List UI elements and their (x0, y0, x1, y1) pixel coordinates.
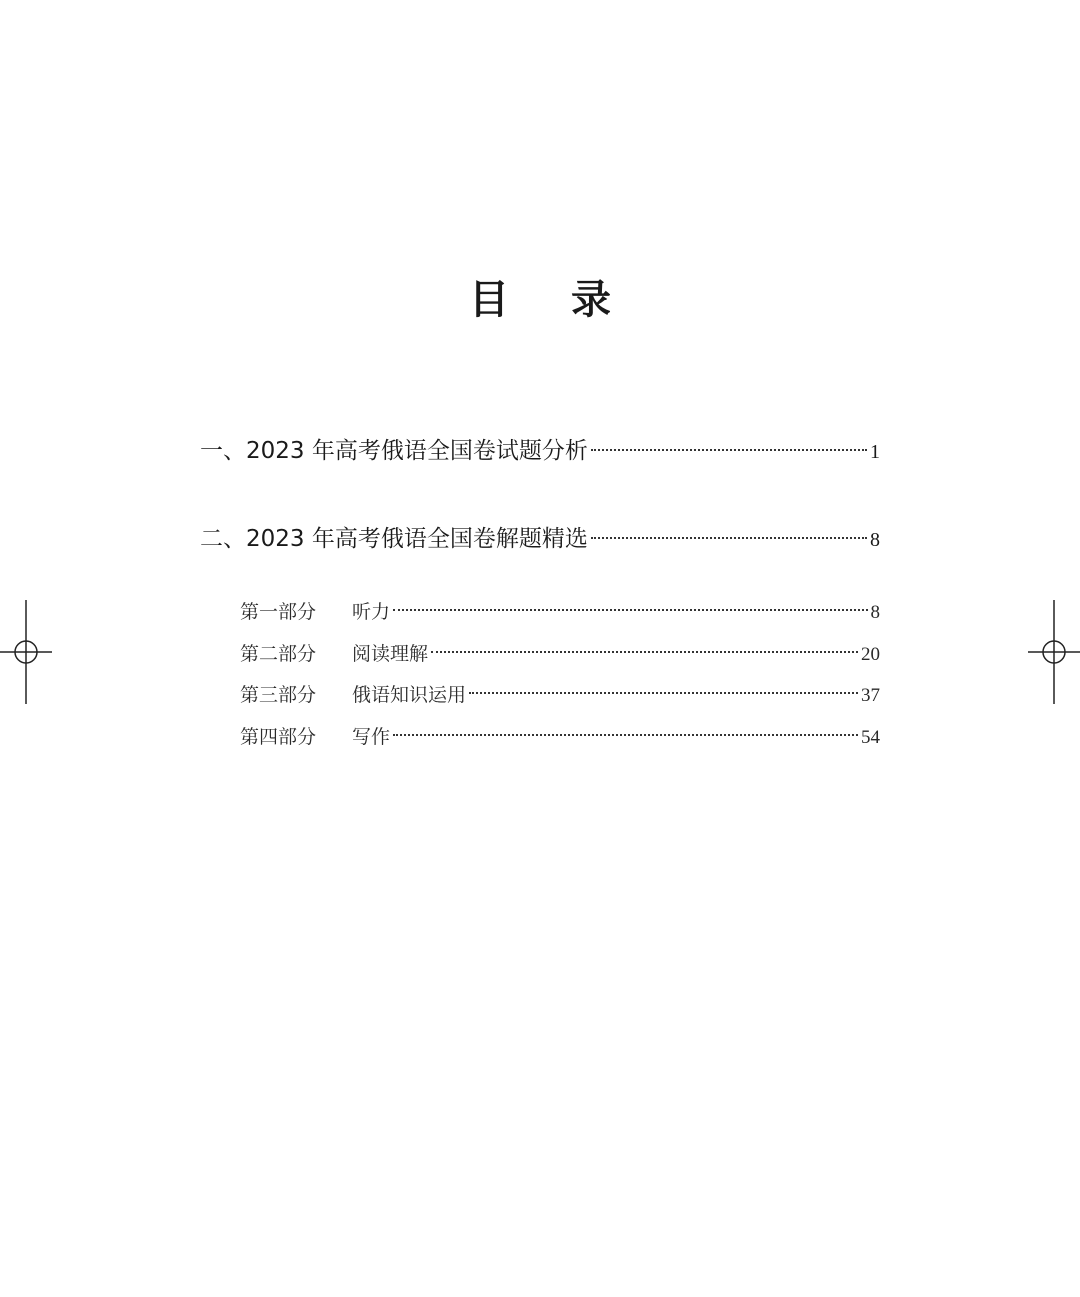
toc-page-number: 8 (870, 602, 880, 623)
dot-leader (469, 692, 858, 694)
title-char-1: 目 (469, 276, 509, 323)
toc-section-part: 第四部分 (240, 726, 317, 748)
toc-page-number: 8 (870, 529, 880, 551)
registration-mark-left-icon (0, 600, 52, 704)
dot-leader (591, 449, 867, 451)
toc-page-number: 54 (861, 727, 880, 748)
toc-section-name: 阅读理解 (352, 643, 429, 665)
toc-chapter-1[interactable] (200, 432, 880, 465)
dot-leader (393, 734, 858, 736)
dot-leader (393, 609, 867, 611)
toc-section-part: 第三部分 (240, 684, 317, 706)
toc-section-2[interactable] (240, 639, 880, 666)
toc-chapter-label: 一、2023 年高考俄语全国卷试题分析 (200, 438, 588, 464)
toc-section-4[interactable] (240, 722, 880, 749)
toc-section-name: 俄语知识运用 (352, 684, 467, 706)
toc-section-part: 第二部分 (240, 643, 317, 665)
registration-mark-right-icon (1028, 600, 1080, 704)
page-title (0, 268, 1080, 325)
dot-leader (591, 537, 867, 539)
toc-section-name: 写作 (352, 726, 391, 748)
dot-leader (431, 651, 858, 653)
toc-chapter-label: 二、2023 年高考俄语全国卷解题精选 (200, 526, 588, 552)
toc-section-1[interactable] (240, 597, 880, 624)
toc-page-number: 1 (870, 441, 880, 463)
toc-page-number: 37 (861, 685, 880, 706)
toc-section-3[interactable] (240, 680, 880, 707)
title-char-2: 录 (571, 276, 611, 323)
toc-page-number: 20 (861, 644, 880, 665)
toc-section-part: 第一部分 (240, 601, 317, 623)
toc-section-name: 听力 (352, 601, 391, 623)
toc-chapter-2[interactable] (200, 520, 880, 553)
